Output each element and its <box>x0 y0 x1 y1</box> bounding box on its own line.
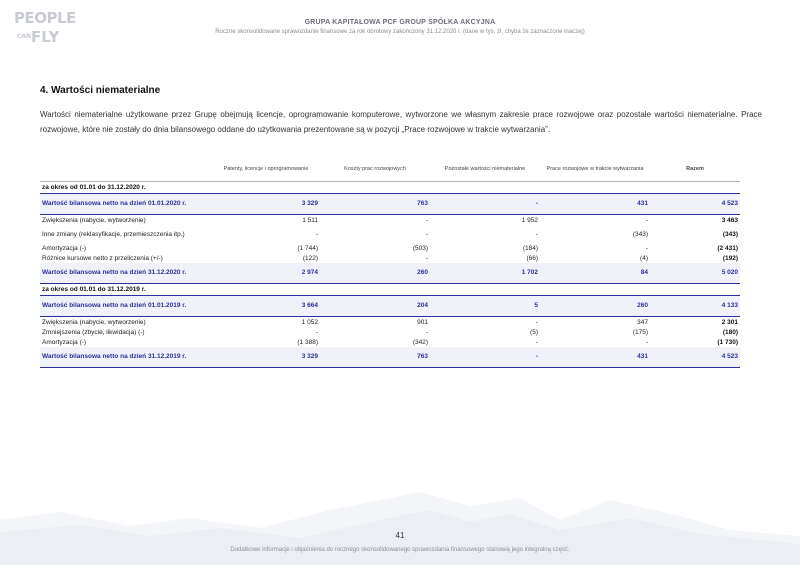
cell-value: (184) <box>522 244 538 252</box>
cell-value: 260 <box>320 263 430 284</box>
row-label: Zwiększenia (nabycie, wytworzenie) <box>42 216 146 224</box>
cell-value: 3 329 <box>212 347 320 368</box>
column-header-other: Pozostałe wartości niematerialne <box>444 165 526 172</box>
cell-value: - <box>645 338 648 346</box>
logo-line-3: FLY <box>31 28 60 46</box>
cell-value: 260 <box>540 296 650 317</box>
cell-total: (1 730) <box>717 338 738 346</box>
table-row <box>40 253 740 263</box>
cell-value: 1 511 <box>302 216 318 224</box>
row-label: Amortyzacja (-) <box>42 338 87 346</box>
cell-value: - <box>430 347 540 368</box>
row-label: Amortyzacja (-) <box>42 244 87 252</box>
cell-value: 763 <box>320 347 430 368</box>
cell-value: (343) <box>632 230 648 238</box>
period-row-2020 <box>40 182 740 194</box>
table-row <box>40 225 740 243</box>
row-label: Zwiększenia (nabycie, wytworzenie) <box>42 318 146 326</box>
cell-value: 204 <box>320 296 430 317</box>
table-header-row <box>40 157 740 182</box>
balance-row-close-2019 <box>40 347 740 368</box>
cell-value: 2 974 <box>212 263 320 284</box>
cell-value: 901 <box>417 318 428 326</box>
document-header-subtitle: Roczne skonsolidowane sprawozdanie finansowe za rok obrotowy zakończony 31.12.2020 r. (dane w tys. zł, chyba że zaznaczone inaczej) <box>215 29 585 35</box>
table-row <box>40 337 740 347</box>
cell-value: (4) <box>640 254 648 262</box>
cell-value: (5) <box>530 328 538 336</box>
cell-total: 4 523 <box>650 194 740 215</box>
cell-value: - <box>315 230 318 238</box>
balance-row-close-2020 <box>40 263 740 284</box>
cell-value: 3 329 <box>212 194 320 215</box>
cell-total: (180) <box>722 328 738 336</box>
period-label: za okres od 01.01 do 31.12.2019 r. <box>40 284 740 296</box>
cell-value: - <box>425 254 428 262</box>
cell-value: - <box>535 318 538 326</box>
cell-total: 4 133 <box>650 296 740 317</box>
cell-value: - <box>645 216 648 224</box>
intangible-assets-table <box>40 157 740 368</box>
page-number: 41 <box>395 531 405 540</box>
footer-note: Dodatkowe informacje i objaśnienia do rocznego skonsolidowanego sprawozdania finansowego stanowią jego integralną część. <box>230 547 570 553</box>
cell-value: 431 <box>540 347 650 368</box>
row-label: Inne zmiany (reklasyfikacje, przemieszczenia itp.) <box>42 230 185 238</box>
balance-row-open-2019 <box>40 296 740 317</box>
row-label: Wartość bilansowa netto na dzień 01.01.2020 r. <box>40 194 212 215</box>
cell-value: 763 <box>320 194 430 215</box>
row-label: Wartość bilansowa netto na dzień 31.12.2019 r. <box>40 347 212 368</box>
cell-value: 347 <box>637 318 648 326</box>
period-label: za okres od 01.01 do 31.12.2020 r. <box>40 182 740 194</box>
cell-total: 2 301 <box>721 318 738 326</box>
cell-total: (2 431) <box>717 244 738 252</box>
logo-line-2: CAN <box>17 33 32 40</box>
cell-value: - <box>430 194 540 215</box>
cell-value: 5 <box>430 296 540 317</box>
cell-value: - <box>535 338 538 346</box>
cell-value: 431 <box>540 194 650 215</box>
cell-value: - <box>425 230 428 238</box>
cell-value: (1 744) <box>297 244 318 252</box>
document-header-title: GRUPA KAPITAŁOWA PCF GROUP SPÓŁKA AKCYJNA <box>304 19 496 26</box>
cell-value: 3 664 <box>212 296 320 317</box>
cell-value: 1 702 <box>430 263 540 284</box>
cell-value: 1 952 <box>521 216 538 224</box>
table-row <box>40 243 740 253</box>
balance-row-open-2020 <box>40 194 740 215</box>
table-row <box>40 317 740 328</box>
cell-value: 84 <box>540 263 650 284</box>
cell-value: (66) <box>526 254 538 262</box>
cell-value: - <box>425 216 428 224</box>
table-row <box>40 327 740 337</box>
row-label: Różnice kursowe netto z przeliczenia (+/-) <box>42 254 163 262</box>
period-row-2019 <box>40 284 740 296</box>
row-label: Wartość bilansowa netto na dzień 01.01.2019 r. <box>40 296 212 317</box>
cell-value: - <box>425 328 428 336</box>
header-blank <box>40 157 212 182</box>
column-header-in-progress: Prace rozwojowe w trakcie wytwarzania <box>546 165 644 172</box>
cell-value: - <box>645 244 648 252</box>
cell-value: (175) <box>632 328 648 336</box>
row-label: Wartość bilansowa netto na dzień 31.12.2020 r. <box>40 263 212 284</box>
logo-line-1: PEOPLE <box>14 9 76 27</box>
cell-total: (343) <box>722 230 738 238</box>
cell-value: (342) <box>412 338 428 346</box>
cell-value: (1 388) <box>297 338 318 346</box>
row-label: Zmniejszenia (zbycie, likwidacja) (-) <box>42 328 145 336</box>
table-row <box>40 215 740 226</box>
column-header-total: Razem <box>686 165 704 172</box>
section-intro: Wartości niematerialne użytkowane przez Grupę obejmują licencje, oprogramowanie komputerowe, wytworzone we własnym zakresie prace rozwojowe oraz pozostałe wartości niematerialne. Prace rozwojowe, które nie zostały do dnia bilansowego oddane do użytkowania prezentowane są w pozycji „Prace rozwojowe w trakcie wytwarzania”. <box>40 110 762 134</box>
cell-value: - <box>535 230 538 238</box>
section-title: 4. Wartości niematerialne <box>40 85 161 96</box>
cell-total: 5 020 <box>650 263 740 284</box>
cell-total: 4 523 <box>650 347 740 368</box>
cell-value: - <box>315 328 318 336</box>
column-header-patents: Patenty, licencje i oprogramowanie <box>223 165 309 172</box>
cell-value: 1 052 <box>301 318 318 326</box>
cell-value: (122) <box>302 254 318 262</box>
cell-total: (192) <box>722 254 738 262</box>
column-header-dev-costs: Koszty prac rozwojowych <box>344 165 406 172</box>
cell-value: (503) <box>412 244 428 252</box>
cell-total: 3 463 <box>721 216 738 224</box>
